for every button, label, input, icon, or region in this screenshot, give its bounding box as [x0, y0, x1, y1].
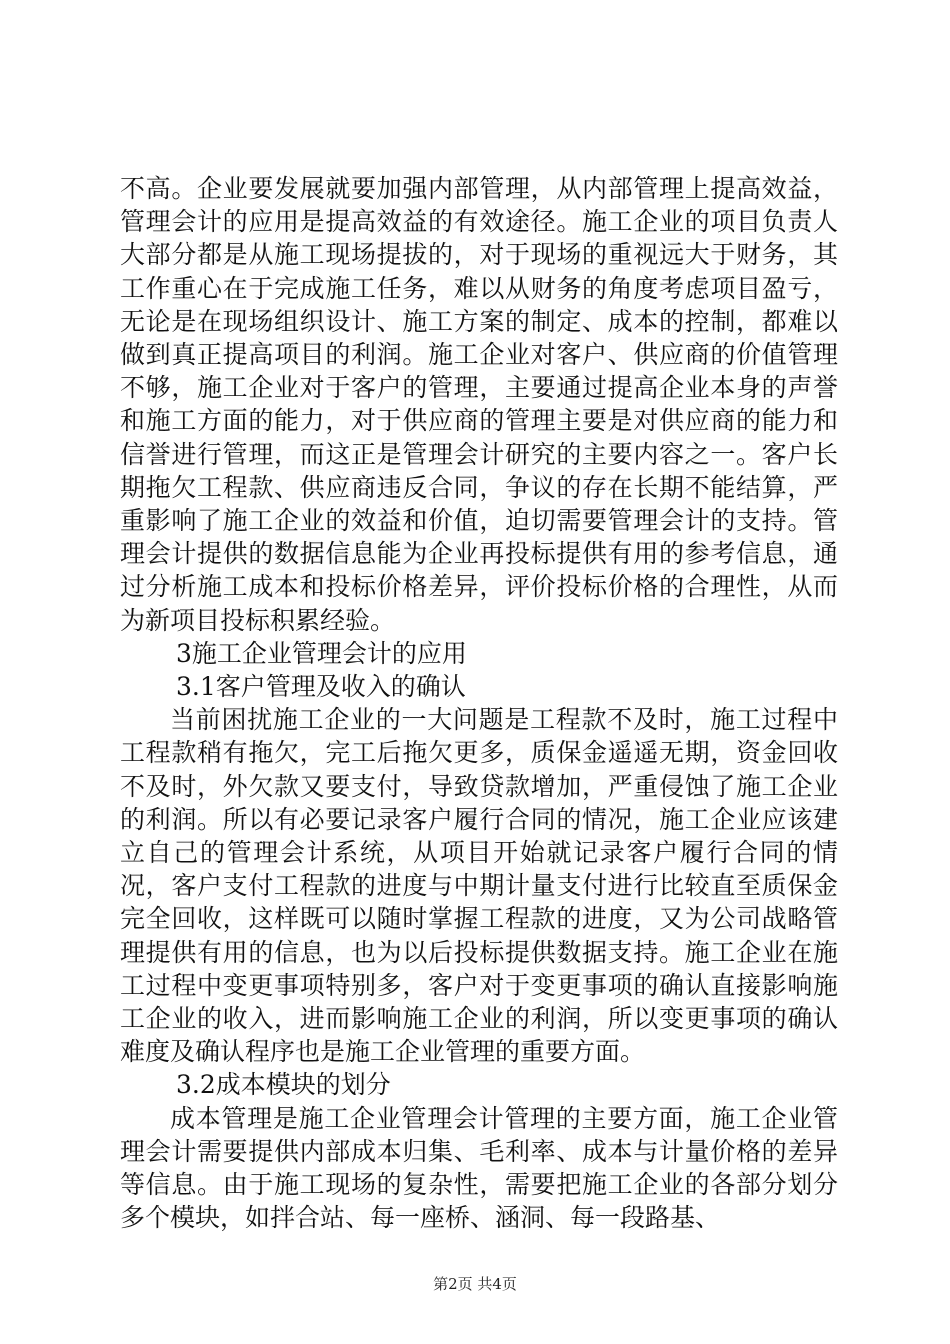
subsection-heading-3-2: 3.2成本模块的划分 — [176, 1070, 391, 1100]
paragraph-continuation: 不高。企业要发展就要加强内部管理，从内部管理上提高效益，管理会计的应用是提高效益的有效途径。施工企业的项目负责人大部分都是从施工现场提拔的，对于现场的重视远大于财务，其工作重心在于完成施工任务，难以从财务的角度考虑项目盈亏，无论是在现场组织设计、施工方案的制定、成本的控制，都难以做到真正提高项目的利润。施工企业对客户、供应商的价值管理不够，施工企业对于客户的管理，主要通过提高企业本身的声誉和施工方面的能力，对于供应商的管理主要是对供应商的能力和信誉进行管理，而这正是管理会计研究的主要内容之一。客户长期拖欠工程款、供应商违反合同，争议的存在长期不能结算，严重影响了施工企业的效益和价值，迫切需要管理会计的支持。管理会计提供的数据信息能为企业再投标提供有用的参考信息，通过分析施工成本和投标价格差异，评价投标价格的合理性，从而为新项目投标积累经验。 — [120, 174, 838, 635]
subsection-heading-3-1: 3.1客户管理及收入的确认 — [176, 672, 466, 702]
section-heading-3: 3施工企业管理会计的应用 — [176, 638, 467, 668]
page-footer: 第2页 共4页 — [433, 1275, 517, 1293]
paragraph-customer-management: 当前困扰施工企业的一大问题是工程款不及时，施工过程中工程款稍有拖欠，完工后拖欠更多，质保金遥遥无期，资金回收不及时，外欠款又要支付，导致贷款增加，严重侵蚀了施工企业的利润。所以有必要记录客户履行合同的情况，施工企业应该建立自己的管理会计系统，从项目开始就记录客户履行合同的情况，客户支付工程款的进度与中期计量支付进行比较直至质保金完全回收，这样既可以随时掌握工程款的进度，又为公司战略管理提供有用的信息，也为以后投标提供数据支持。施工企业在施工过程中变更事项特别多，客户对于变更事项的确认直接影响施工企业的收入，进而影响施工企业的利润，所以变更事项的确认难度及确认程序也是施工企业管理的重要方面。 — [120, 705, 838, 1067]
paragraph-cost-modules: 成本管理是施工企业管理会计管理的主要方面，施工企业管理会计需要提供内部成本归集、毛利率、成本与计量价格的差异等信息。由于施工现场的复杂性，需要把施工企业的各部分划分多个模块，如拌合站、每一座桥、涵洞、每一段路基、 — [120, 1103, 838, 1233]
document-body — [120, 172, 838, 1235]
